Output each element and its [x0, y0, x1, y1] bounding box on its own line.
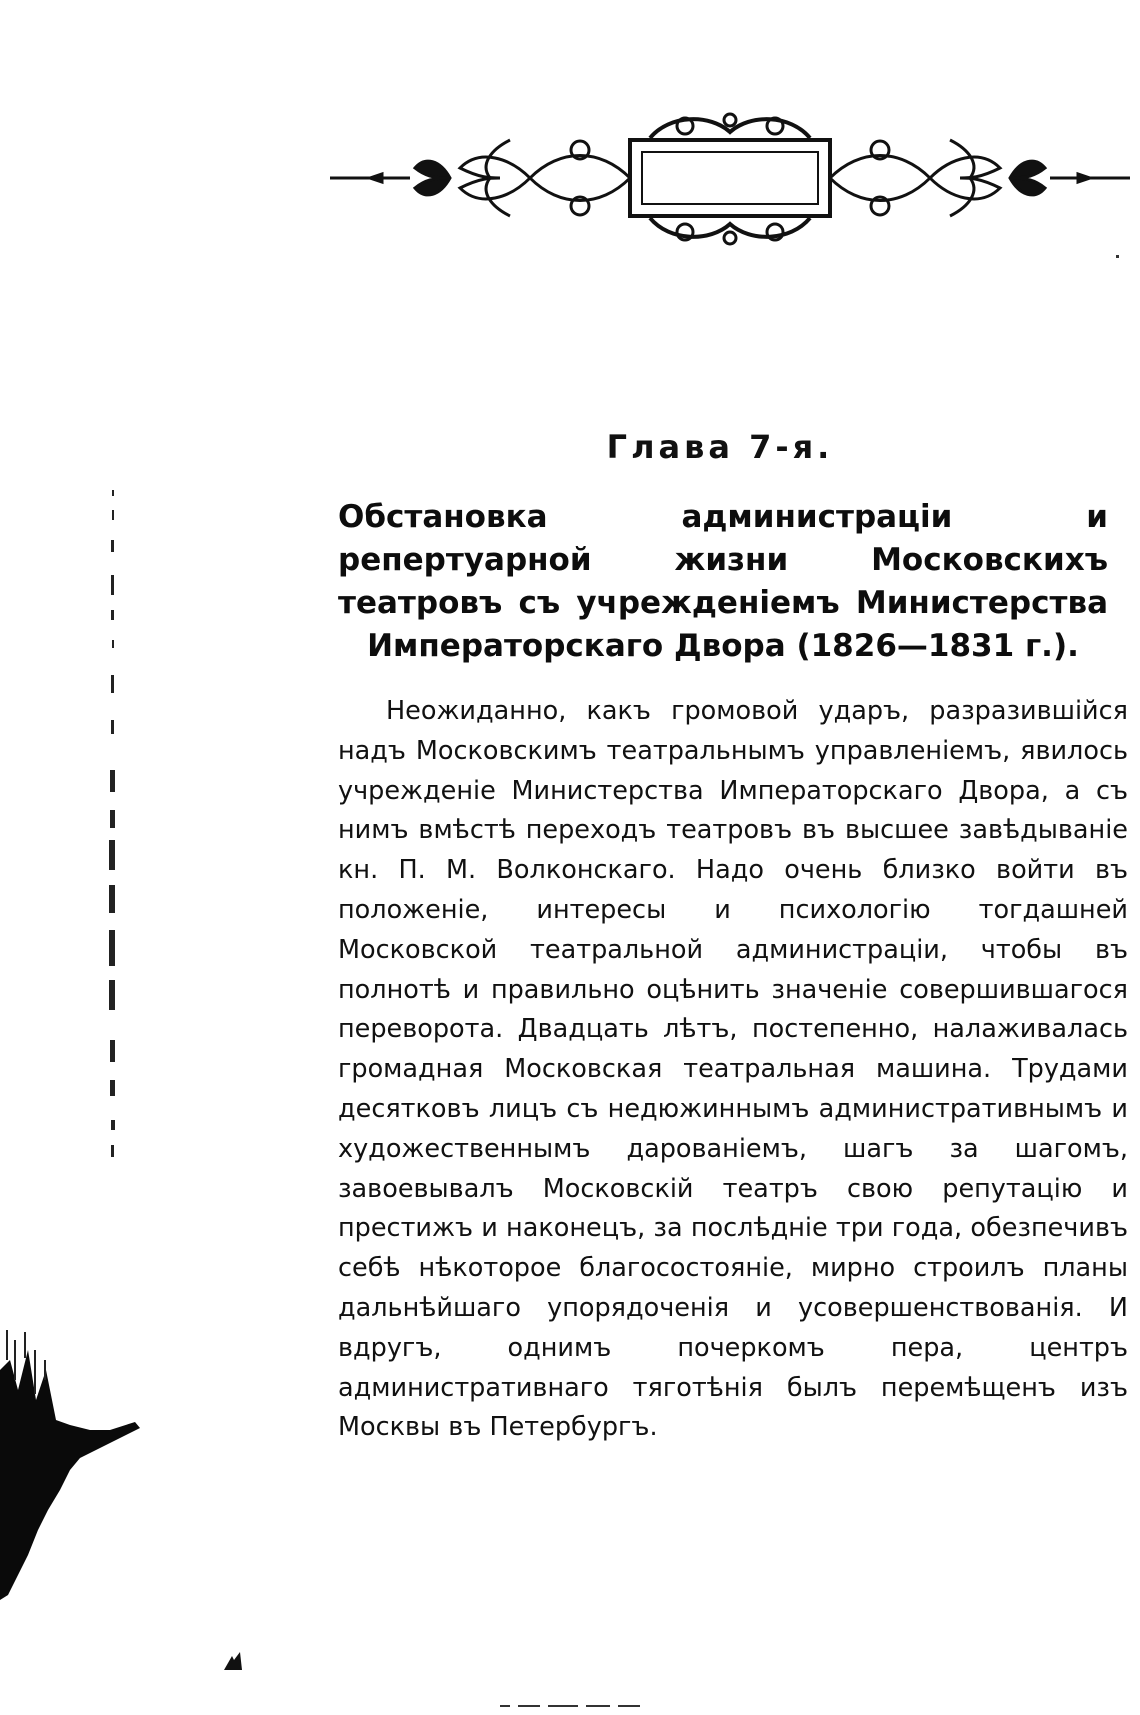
ink-mark-icon [222, 1650, 244, 1672]
page-edge-shadow-icon [0, 1330, 150, 1600]
speck [1116, 255, 1119, 258]
bleed-through-trace-icon [98, 490, 128, 1170]
header-ornament-icon [330, 110, 1130, 250]
bottom-rule-icon [500, 1704, 650, 1708]
chapter-subtitle: Обстановка администраціи и репертуарной жизни Московскихъ театровъ съ учрежденіемъ Министерства Императорскаго Двора (1826—1831 г.). [338, 499, 1108, 664]
body-paragraph: Неожиданно, какъ громовой ударъ, разразившійся надъ Московскимъ театральнымъ управленіемъ, явилось учрежденіе Министерства Императорскаго Двора, а съ нимъ вмѣстѣ переходъ театровъ въ высшее завѣдываніе кн. П. М. Волконскаго. Надо очень близко войти въ положеніе, интересы и психологію тогдашней Московской театральной администраціи, чтобы въ полнотѣ и правильно оцѣнить значеніе совершившагося переворота. Двадцать лѣтъ, постепенно, налаживалась громадная Московская театральная машина. Трудами десятковъ лицъ съ недюжиннымъ административнымъ и художественнымъ дарованіемъ, шагъ за шагомъ, завоевывалъ Московскій театръ свою репутацію и престижъ и наконецъ, за послѣдніе три года, обезпечивъ себѣ нѣкоторое благосостояніе, мирно строилъ планы дальнѣйшаго упорядоченія и усовершенствованія. И вдругъ, однимъ почеркомъ пера, центръ административнаго тяготѣнія былъ перемѣщенъ изъ Москвы въ Петербургъ. [338, 696, 1128, 1443]
chapter-title: Глава 7-я. [606, 428, 834, 466]
